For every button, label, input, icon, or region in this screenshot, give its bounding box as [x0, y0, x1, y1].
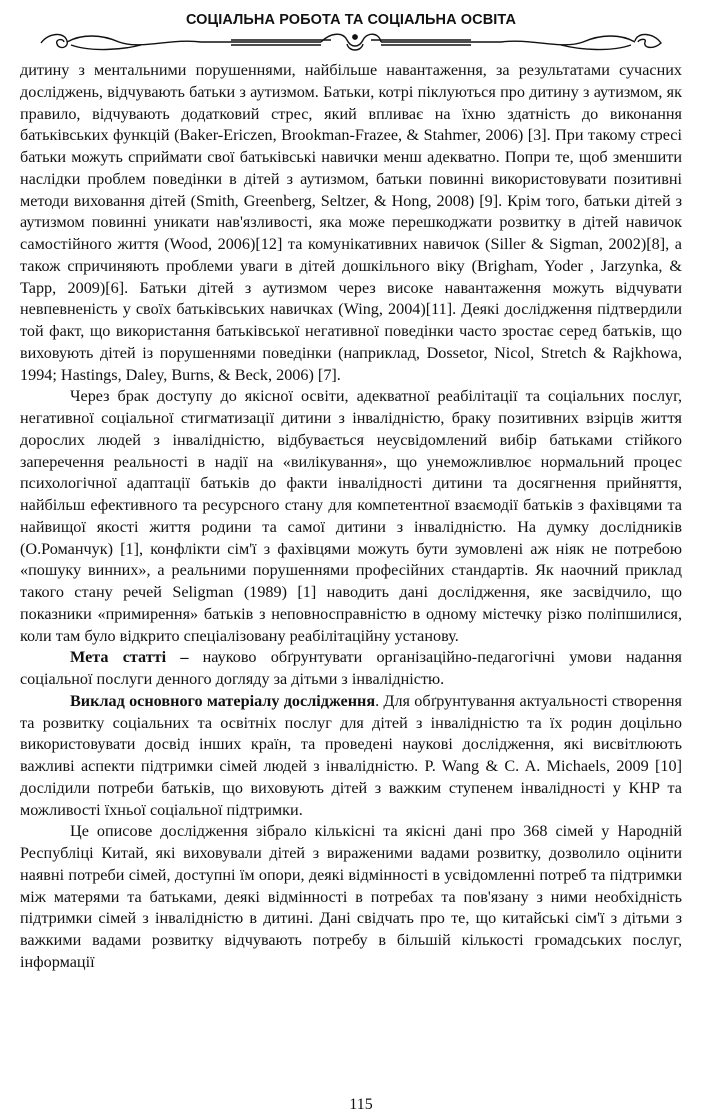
- page-number: 115: [349, 1096, 373, 1113]
- paragraph-5: Це описове дослідження зібрало кількісні та якісні дані про 368 сімей у Народній Республіці Китай, які виховували дітей з вираженими вадами розвитку, дозволило оцінити наявні потреби сімей, доступні їм опори, деякі відмінності в усвідомленні потреб та підтримки між матерями та батьками, деякі відмінності в потребах та пов'язану з ними необхідність підтримки сімей з інвалідністю в дитині. Дані свідчать про те, що китайські сім'ї з дітьми з важкими вадами розвитку відчувають потребу в більшій кількості громадських послуг, інформації: [20, 822, 682, 971]
- main-material-lead: Виклад основного матеріалу дослідження: [70, 691, 376, 710]
- aim-lead: Мета статті –: [70, 648, 189, 667]
- article-body: [20, 60, 682, 974]
- paragraph-1: дитину з ментальними порушеннями, найбільше навантаження, за результатами сучасних досліджень, відчувають батьки з аутизмом. Батьки, котрі піклуються про дитину з аутизмом, як правило, відчувають додатковий стрес, який впливає на їхню здатність до виконання батьківських функцій (Baker-Ericzen, Brookman-Frazee, & Stahmer, 2006) [3]. При такому стресі батьки можуть сприймати свої батьківські навички менш адекватно. Попри те, щоб зменшити наслідки проблем поведінки в дітей з аутизмом, батьки повинні використовувати позитивні методи виховання дітей (Smith, Greenberg, Seltzer, & Hong, 2008) [9]. Крім того, батьки дітей з аутизмом повинні уникати нав'язливості, яка може перешкоджати розвитку в дітей навичок самостійного життя (Wood, 2006)[12] та комунікативних навичок (Siller & Sigman, 2002)[8], а також спричиняють проблеми уваги в дітей дошкільного віку (Brigham, Yoder , Jarzynka, & Tapp, 2009)[6]. Батьки дітей з аутизмом через високе навантаження можуть відчувати невпевненість у своїх батьківських навичках (Wing, 2004)[11]. Деякі дослідження підтвердили той факт, що використання батьківської негативної поведінки часто зростає серед батьків, що виховують дітей із порушеннями поведінки (наприклад, Dossetor, Nicol, Stretch & Rajkhowa, 1994; Hastings, Daley, Burns, & Beck, 2006) [7].: [20, 61, 682, 384]
- main-material-text: . Для обґрунтування актуальності створення та розвитку соціальних та освітніх послуг для дітей з інвалідністю та їх родин доцільно використовувати досвід інших країн, та проведені наукові дослідження, які висвітлюють важливі аспекти підтримки сімей людей з інвалідністю. P. Wang & C. A. Michaels, 2009 [10] дослідили потреби батьків, що виховують дітей з важким ступенем інвалідності у КНР та можливості їхньої соціальної підтримки.: [20, 691, 682, 819]
- aim-text: науково обґрунтувати організаційно-педагогічні умови надання соціальної послуги денного догляду за дітьми з інвалідністю.: [20, 648, 682, 688]
- running-title: СОЦІАЛЬНА РОБОТА ТА СОЦІАЛЬНА ОСВІТА: [185, 12, 517, 28]
- ornament-divider: [31, 30, 671, 56]
- paragraph-main-material: [20, 691, 682, 822]
- paragraph-aim: [20, 647, 682, 691]
- paragraph-2: Через брак доступу до якісної освіти, адекватної реабілітації та соціальних послуг, негативної соціальної стигматизації дитини з інвалідністю, браку позитивних взірців життя дорослих людей з інвалідністю, відбувається неусвідомлений вибір батьками стійкого заперечення реальності в надії на «вилікування», що унеможливлює нормальний процес психологічної адаптації батьків до факти інвалідності дитини та досягнення прийняття, найбільш ефективного та ресурсного стану для компетентної взаємодії батьків з фахівцями та найвищої якості життя родини та самої дитини з інвалідністю. На думку дослідників (О.Романчук) [1], конфлікти сім'ї з фахівцями можуть бути зумовлені аж ніяк не потребою «пошуку винних», а реальними порушеннями професійних стандартів. Як наочний приклад такого стану речей Seligman (1989) [1] наводить дані дослідження, яке засвідчило, що показники «примирення» батьків з неповносправністю в одному містечку різко поліпшилися, коли там було відкрито спеціалізовану реабілітаційну установу.: [20, 387, 682, 645]
